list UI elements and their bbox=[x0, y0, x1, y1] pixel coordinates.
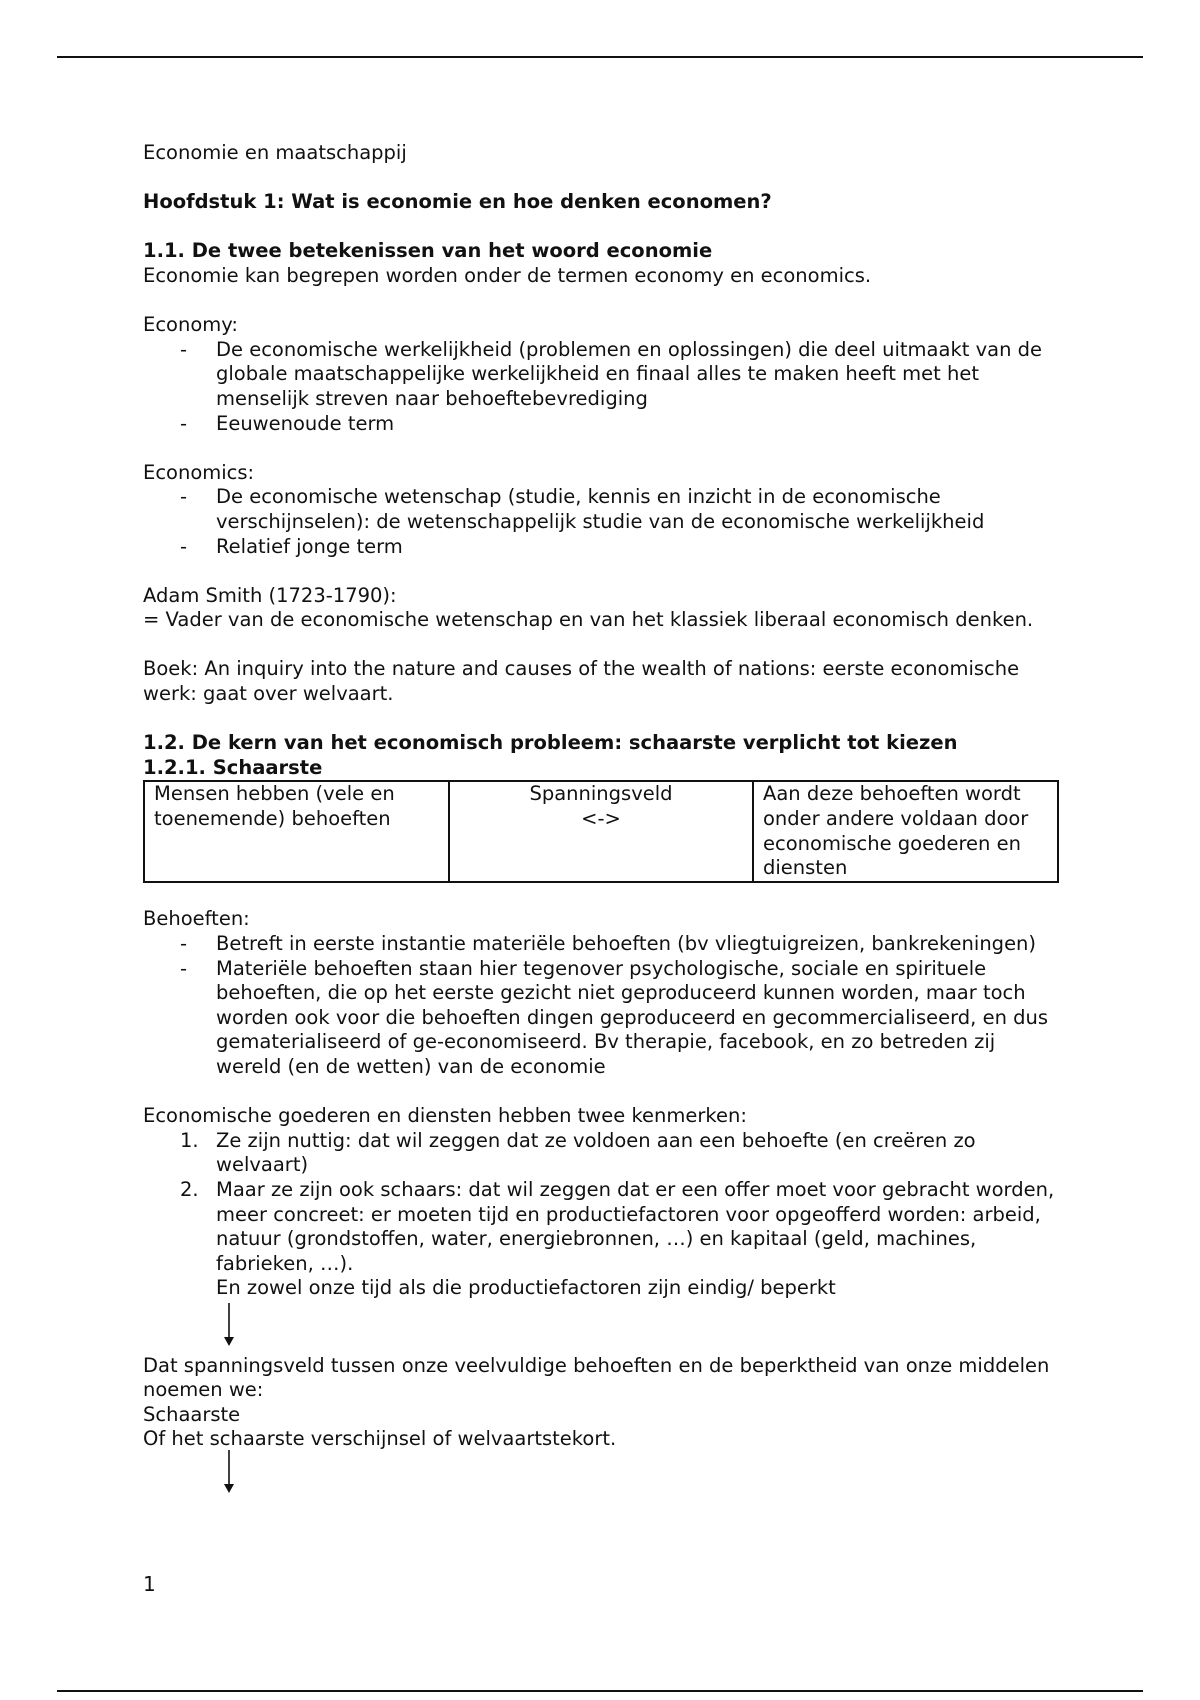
list-item: - De economische wetenschap (studie, kennis en inzicht in de economische verschijnselen): de wetenschappelijk studie van de economische werkelijkheid bbox=[180, 485, 985, 533]
goods-label: Economische goederen en diensten hebben twee kenmerken: bbox=[143, 1104, 747, 1128]
chapter-title: Hoofdstuk 1: Wat is economie en hoe denken economen? bbox=[143, 190, 772, 214]
list-item: - Relatief jonge term bbox=[180, 534, 403, 558]
scarcity-table bbox=[143, 780, 1059, 882]
dash-bullet: - bbox=[180, 956, 188, 980]
economics-label: Economics: bbox=[143, 460, 255, 484]
book-text: Boek: An inquiry into the nature and causes of the wealth of nations: eerste economische werk: gaat over welvaart. bbox=[143, 657, 1020, 706]
goods-list bbox=[143, 1129, 1063, 1301]
smith-label: Adam Smith (1723-1790): bbox=[143, 583, 397, 607]
dash-bullet: - bbox=[180, 485, 188, 509]
needs-label: Behoeften: bbox=[143, 907, 250, 931]
dash-bullet: - bbox=[180, 534, 188, 558]
table-cell-goods: Aan deze behoeften wordt onder andere voldaan door economische goederen en diensten bbox=[753, 781, 1058, 881]
list-number: 1. bbox=[180, 1128, 199, 1152]
list-item: - Betreft in eerste instantie materiële behoeften (bv vliegtuigreizen, bankrekeningen) bbox=[180, 932, 1037, 955]
dash-bullet: - bbox=[180, 932, 188, 955]
dash-bullet: - bbox=[180, 337, 188, 361]
table-cell-needs: Mensen hebben (vele en toenemende) behoeften bbox=[144, 781, 449, 881]
document-page bbox=[143, 141, 1063, 1500]
section-heading-1-2: 1.2. De kern van het economisch probleem: schaarste verplicht tot kiezen bbox=[143, 731, 958, 755]
tension-arrows: <-> bbox=[581, 807, 621, 831]
table-row bbox=[144, 781, 1058, 881]
list-item: 2. Maar ze zijn ook schaars: dat wil zeggen dat er een offer moet voor gebracht worden, meer concreet: er moeten tijd en productiefactoren voor opgeofferd worden: arbeid, natuur (grondstoffen, water, energiebronnen, …) en kapitaal (geld, machines, fabrieken, …). En zowel onze tijd als die productiefactoren zijn eindig/ beperkt bbox=[180, 1177, 1055, 1300]
subsection-heading-1-2-1: 1.2.1. Schaarste bbox=[143, 755, 323, 779]
tension-label: Spanningsveld bbox=[529, 782, 673, 806]
list-item: - Materiële behoeften staan hier tegenover psychologische, sociale en spirituele behoeften, die op het eerste gezicht niet geproduceerd kunnen worden, maar toch worden ook voor die behoeften dingen geproduceerd en gecommercialiseerd, en dus gematerialiseerd of ge-economiseerd. Bv therapie, facebook, en zo betreden zij wereld (en de wetten) van de economie bbox=[180, 956, 1049, 1078]
economics-list bbox=[143, 485, 1063, 559]
header-rule bbox=[57, 56, 1143, 58]
economy-list bbox=[143, 338, 1063, 436]
course-title: Economie en maatschappij bbox=[143, 141, 407, 164]
footer-rule bbox=[57, 1690, 1143, 1692]
page-number: 1 bbox=[143, 1572, 156, 1596]
goods-item-extra: En zowel onze tijd als die productiefactoren zijn eindig/ beperkt bbox=[216, 1276, 836, 1300]
economy-label: Economy: bbox=[143, 313, 238, 337]
down-arrow-icon bbox=[219, 1301, 239, 1347]
tension-text: Dat spanningsveld tussen onze veelvuldige behoeften en de beperktheid van onze middelen noemen we: bbox=[143, 1353, 1050, 1402]
scarcity-word: Schaarste bbox=[143, 1402, 241, 1426]
dash-bullet: - bbox=[180, 411, 188, 435]
list-item: 1. Ze zijn nuttig: dat wil zeggen dat ze voldoen aan een behoefte (en creëren zo welvaart) bbox=[180, 1128, 976, 1177]
down-arrow-icon bbox=[219, 1448, 239, 1494]
table-cell-tension bbox=[449, 781, 753, 881]
smith-text: = Vader van de economische wetenschap en van het klassiek liberaal economisch denken. bbox=[143, 608, 1034, 632]
list-item: - Eeuwenoude term bbox=[180, 411, 395, 435]
list-number: 2. bbox=[180, 1177, 199, 1201]
needs-list bbox=[143, 932, 1063, 1080]
scarcity-alt: Of het schaarste verschijnsel of welvaartstekort. bbox=[143, 1427, 617, 1451]
section-heading-1-1: 1.1. De twee betekenissen van het woord economie bbox=[143, 239, 713, 263]
section-intro: Economie kan begrepen worden onder de termen economy en economics. bbox=[143, 263, 872, 287]
list-item: - De economische werkelijkheid (problemen en oplossingen) die deel uitmaakt van de globale maatschappelijke werkelijkheid en finaal alles te maken heeft met het menselijk streven naar behoeftebevrediging bbox=[180, 337, 1042, 410]
